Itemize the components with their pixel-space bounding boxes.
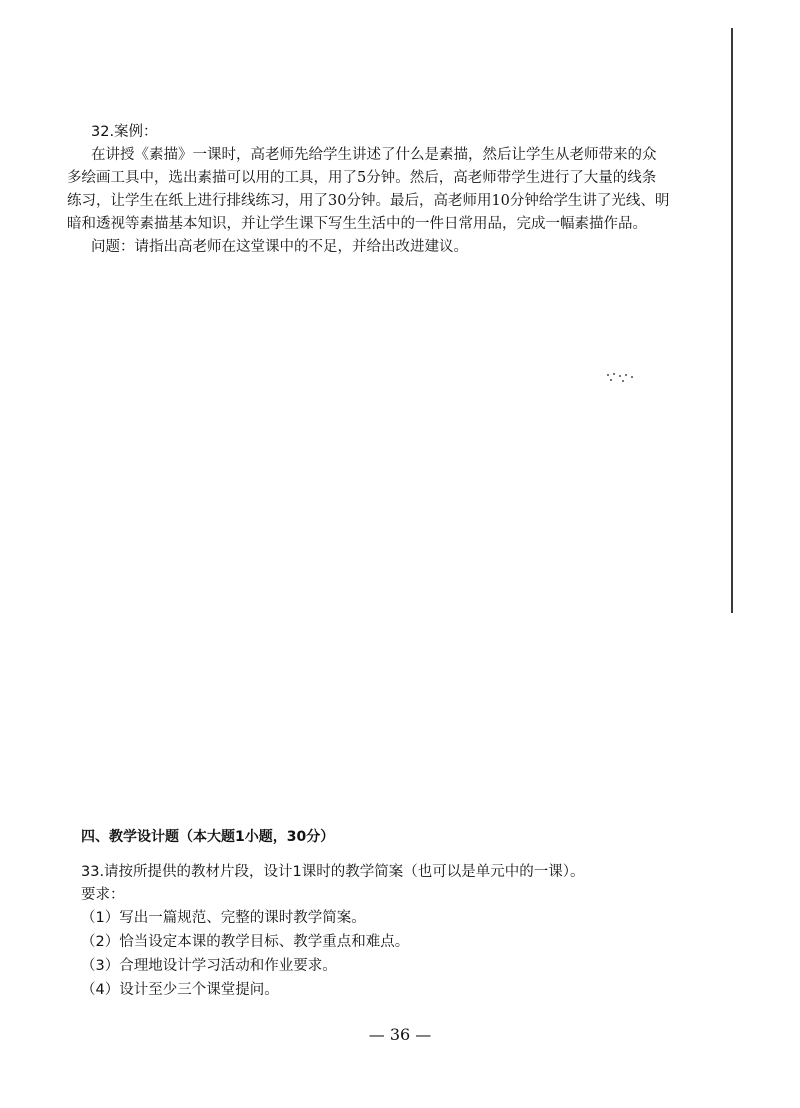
requirement-item: （3）合理地设计学习活动和作业要求。 xyxy=(81,958,337,974)
case-line-1: 在讲授《素描》一课时，高老师先给学生讲述了什么是素描，然后让学生从老师带来的众 xyxy=(91,147,657,163)
scan-speck xyxy=(605,372,635,382)
requirements-label: 要求： xyxy=(81,887,125,903)
page-edge-line xyxy=(731,28,733,613)
page-number: — 36 — xyxy=(368,1025,432,1044)
task-statement: 33.请按所提供的教材片段，设计1课时的教学简案（也可以是单元中的一课）。 xyxy=(81,864,585,880)
case-question-prompt: 问题：请指出高老师在这堂课中的不足，并给出改进建议。 xyxy=(91,239,468,255)
question-number: 32.案例： xyxy=(91,124,158,140)
case-line-2: 多绘画工具中，选出素描可以用的工具，用了5分钟。然后，高老师带学生进行了大量的线条 xyxy=(67,170,657,186)
case-line-4: 暗和透视等素描基本知识，并让学生课下写生生活中的一件日常用品，完成一幅素描作品。 xyxy=(67,216,647,232)
case-line-3: 练习，让学生在纸上进行排线练习，用了30分钟。最后，高老师用10分钟给学生讲了光线、明 xyxy=(67,193,670,209)
requirement-item: （4）设计至少三个课堂提问。 xyxy=(81,982,279,998)
requirement-item: （1）写出一篇规范、完整的课时教学简案。 xyxy=(81,910,366,926)
section-heading: 四、教学设计题（本大题1小题，30分） xyxy=(81,829,335,845)
requirement-item: （2）恰当设定本课的教学目标、教学重点和难点。 xyxy=(81,934,410,950)
